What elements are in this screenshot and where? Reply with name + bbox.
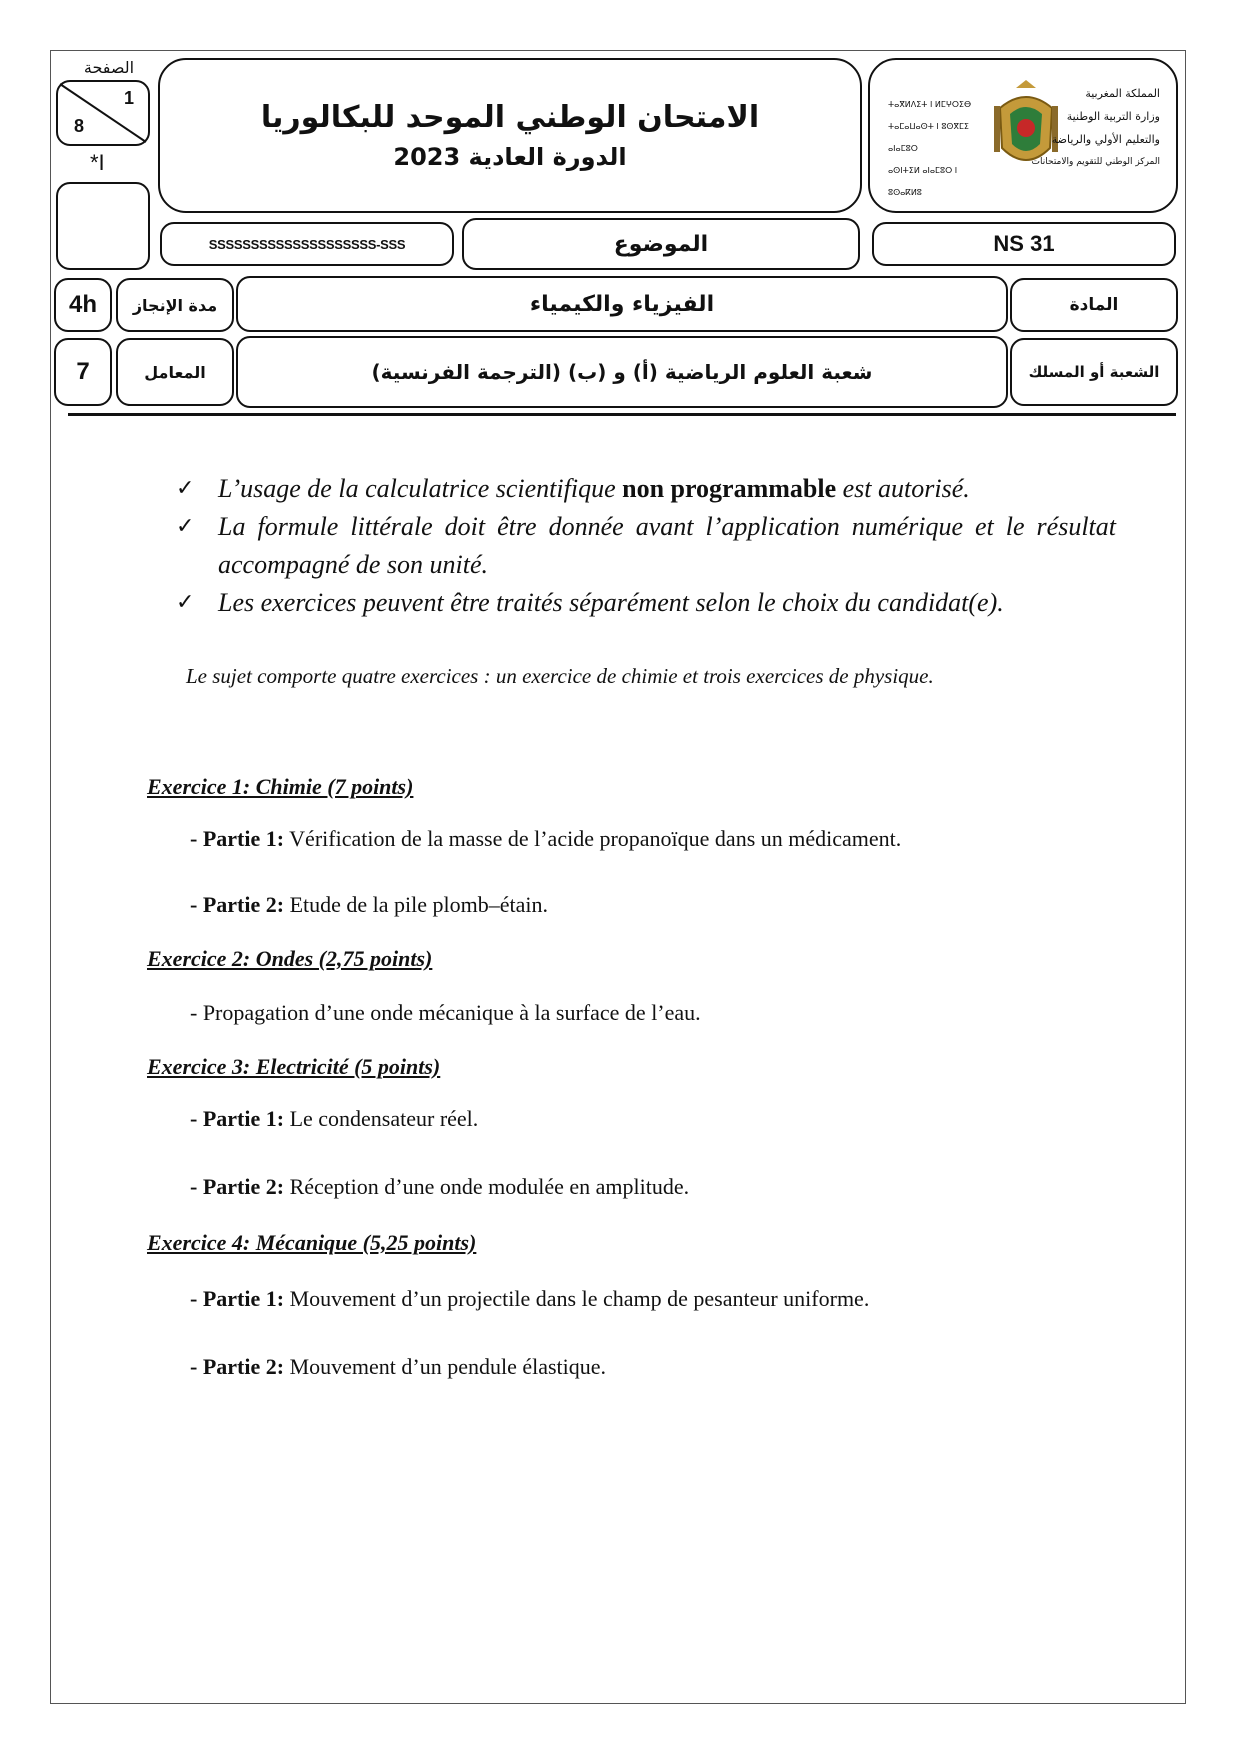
coef-label: المعامل [144, 362, 206, 382]
check-icon: ✓ [176, 476, 195, 501]
ministry-line: المملكة المغربية [1085, 87, 1160, 100]
exercise-3-part-1 [190, 1106, 478, 1132]
sujet-label-box [462, 218, 860, 270]
page-number-box [56, 80, 150, 146]
instruction-item [176, 508, 1116, 584]
part-text: - Propagation d’une onde mécanique à la surface de l’eau. [190, 1000, 701, 1025]
part-text: Mouvement d’un projectile dans le champ de pesanteur uniforme. [284, 1286, 870, 1311]
page-mark: *I [90, 150, 105, 175]
exercise-4-title: Exercice 4: Mécanique (5,25 points) [147, 1230, 477, 1255]
ministry-line: المركز الوطني للتقويم والامتحانات [1031, 157, 1160, 167]
ministry-line: والتعليم الأولي والرياضة [1051, 133, 1160, 146]
exam-code: NS 31 [993, 231, 1055, 256]
code-strip-box [160, 222, 454, 266]
branch-label-box [1010, 338, 1178, 406]
exercise-3-title: Exercice 3: Electricité (5 points) [147, 1054, 441, 1079]
branch-box [236, 336, 1008, 408]
exercise-4-part-1 [190, 1286, 869, 1312]
part-text: Vérification de la masse de l’acide propanoïque dans un médicament. [284, 826, 902, 851]
ministry-box [868, 58, 1178, 213]
instruction-text: est autorisé. [836, 474, 970, 503]
instructions-list [176, 470, 1116, 622]
exam-title-box [158, 58, 862, 213]
part-text: Mouvement d’un pendule élastique. [284, 1354, 607, 1379]
instruction-text: Les exercices peuvent être traités séparément selon le choix du candidat(e). [218, 588, 1004, 617]
instruction-item [176, 584, 1116, 622]
code-strip: SSSSSSSSSSSSSSSSSSSS-SSS [208, 236, 406, 252]
exercise-2-title: Exercice 2: Ondes (2,75 points) [147, 946, 433, 971]
sujet-label: الموضوع [613, 231, 709, 257]
exercise-1-part-1 [190, 826, 901, 852]
part-label: - Partie 2: [190, 892, 285, 917]
exam-title: الامتحان الوطني الموحد للبكالوريا [260, 100, 760, 135]
exercise-2-part-1 [190, 1000, 701, 1026]
header-separator [68, 413, 1176, 416]
part-text: Le condensateur réel. [284, 1106, 479, 1131]
tifinagh-line: ⵜⴰⴳⵍⴷⵉⵜ ⵏ ⵍⵎⵖⵔⵉⴱ [888, 100, 972, 109]
empty-box [56, 182, 150, 270]
exam-code-box [872, 222, 1176, 266]
part-label: - Partie 1: [190, 1106, 285, 1131]
subject-box [236, 276, 1008, 332]
part-text: Réception d’une onde modulée en amplitude. [284, 1174, 690, 1199]
exercise-1-title: Exercice 1: Chimie (7 points) [147, 774, 414, 799]
part-label: - Partie 2: [190, 1174, 285, 1199]
subject-label: المادة [1069, 295, 1119, 315]
duration-value-box [54, 278, 112, 332]
page-label: الصفحة [83, 58, 135, 77]
duration-label: مدة الإنجاز [132, 295, 218, 315]
check-icon: ✓ [176, 514, 195, 539]
exam-session: الدورة العادية 2023 [393, 143, 627, 171]
coef-value: 7 [76, 358, 90, 385]
duration-label-box [116, 278, 234, 332]
sujet-summary: Le sujet comporte quatre exercices : un exercice de chimie et trois exercices de physique. [186, 664, 934, 688]
part-label: - Partie 1: [190, 826, 285, 851]
subject-label-box [1010, 278, 1178, 332]
ministry-line: وزارة التربية الوطنية [1066, 110, 1160, 123]
part-label: - Partie 2: [190, 1354, 285, 1379]
page-number-divider [58, 82, 148, 144]
tifinagh-line: ⵜⴰⵎⴰⵡⴰⵙⵜ ⵏ ⵓⵙⴳⵎⵉ ⴰⵏⴰⵎⵓⵔ [888, 122, 969, 153]
exercise-4-part-2 [190, 1354, 606, 1380]
instruction-bold: non programmable [622, 474, 837, 503]
exercise-3-part-2 [190, 1174, 689, 1200]
page-current: 1 [123, 88, 134, 108]
tifinagh-block [888, 94, 986, 204]
coef-label-box [116, 338, 234, 406]
duration-value: 4h [68, 291, 97, 318]
instruction-item [176, 470, 1116, 508]
tifinagh-line: ⴰⵙⵏⵜⵉⵍ ⴰⵏⴰⵎⵓⵔ ⵏ ⵓⵙⴰⴽⵍⵓ [888, 166, 958, 197]
ministry-block [1031, 82, 1160, 174]
instruction-text: La formule littérale doit être donnée avant l’application numérique et le résultat accompagné de son unité. [218, 512, 1116, 579]
part-text: Etude de la pile plomb–étain. [284, 892, 548, 917]
page-total: 8 [74, 116, 85, 136]
check-icon: ✓ [176, 590, 195, 615]
instruction-text: L’usage de la calculatrice scientifique [218, 474, 623, 503]
coef-value-box [54, 338, 112, 406]
exercise-1-part-2 [190, 892, 548, 918]
branch-name: شعبة العلوم الرياضية (أ) و (ب) (الترجمة الفرنسية) [371, 360, 873, 384]
part-label: - Partie 1: [190, 1286, 285, 1311]
branch-label: الشعبة أو المسلك [1028, 363, 1160, 381]
subject-name: الفيزياء والكيمياء [529, 291, 715, 317]
